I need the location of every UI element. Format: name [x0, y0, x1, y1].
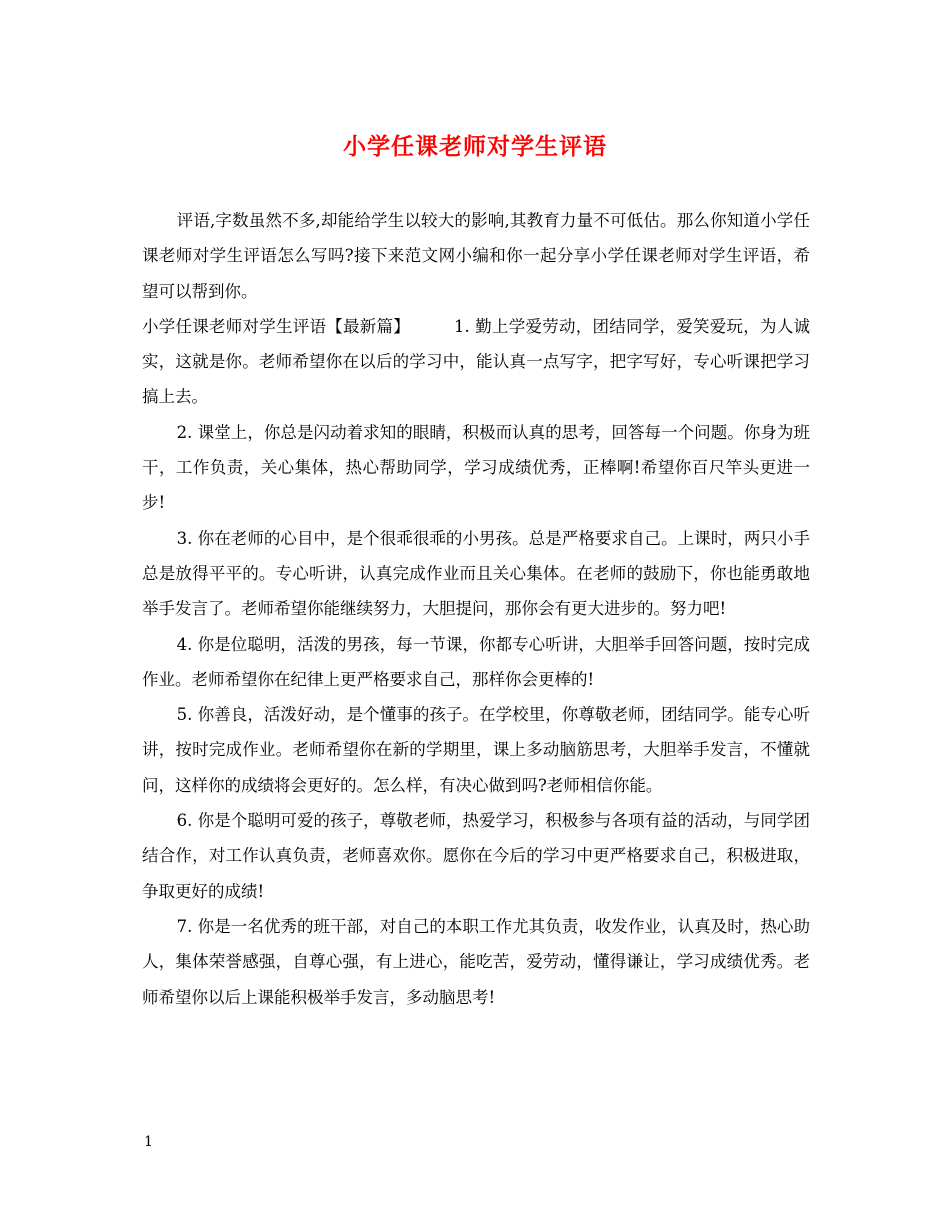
list-item-2: 2. 课堂上，你总是闪动着求知的眼睛，积极而认真的思考，回答每一个问题。你身为班干，工作负责，关心集体，热心帮助同学，学习成绩优秀，正棒啊!希望你百尺竿头更进一步!	[142, 422, 810, 513]
list-item-6: 6. 你是个聪明可爱的孩子，尊敬老师，热爱学习，积极参与各项有益的活动，与同学团结合作，对工作认真负责，老师喜欢你。愿你在今后的学习中更严格要求自己，积极进取，争取更好的成绩!	[142, 811, 810, 901]
document-title: 小学任课老师对学生评语	[343, 133, 607, 160]
list-item-7: 7. 你是一名优秀的班干部，对自己的本职工作尤其负责，收发作业，认真及时，热心助人，集体荣誉感强，自尊心强，有上进心，能吃苦，爱劳动，懂得谦让，学习成绩优秀。老师希望你以后上课能积极举手发言，多动脑思考!	[142, 916, 810, 1007]
list-item-4: 4. 你是位聪明，活泼的男孩，每一节课，你都专心听讲，大胆举手回答问题，按时完成作业。老师希望你在纪律上更严格要求自己，那样你会更棒的!	[142, 634, 810, 689]
page-number: 1	[144, 1134, 153, 1150]
list-item-5: 5. 你善良，活泼好动，是个懂事的孩子。在学校里，你尊敬老师，团结同学。能专心听讲，按时完成作业。老师希望你在新的学期里，课上多动脑筋思考，大胆举手发言，不懂就问，这样你的成绩将会更好的。怎么样，有决心做到吗?老师相信你能。	[142, 705, 810, 795]
list-item-1: 1. 勤上学爱劳动，团结同学，爱笑爱玩，为人诚实，这就是你。老师希望你在以后的学习中，能认真一点写字，把字写好，专心听课把学习搞上去。	[142, 316, 810, 407]
list-item-3: 3. 你在老师的心目中，是个很乖很乖的小男孩。总是严格要求自己。上课时，两只小手总是放得平平的。专心听讲，认真完成作业而且关心集体。在老师的鼓励下，你也能勇敢地举手发言了。老师希望你能继续努力，大胆提问，那你会有更大进步的。努力吧!	[142, 528, 810, 619]
intro-paragraph: 评语,字数虽然不多,却能给学生以较大的影响,其教育力量不可低估。那么你知道小学任课老师对学生评语怎么写吗?接下来范文网小编和你一起分享小学任课老师对学生评语，希望可以帮到你。	[142, 211, 810, 301]
document-body	[142, 203, 810, 1015]
first-item-paragraph	[142, 309, 810, 415]
section-heading: 小学任课老师对学生评语【最新篇】	[142, 316, 410, 336]
